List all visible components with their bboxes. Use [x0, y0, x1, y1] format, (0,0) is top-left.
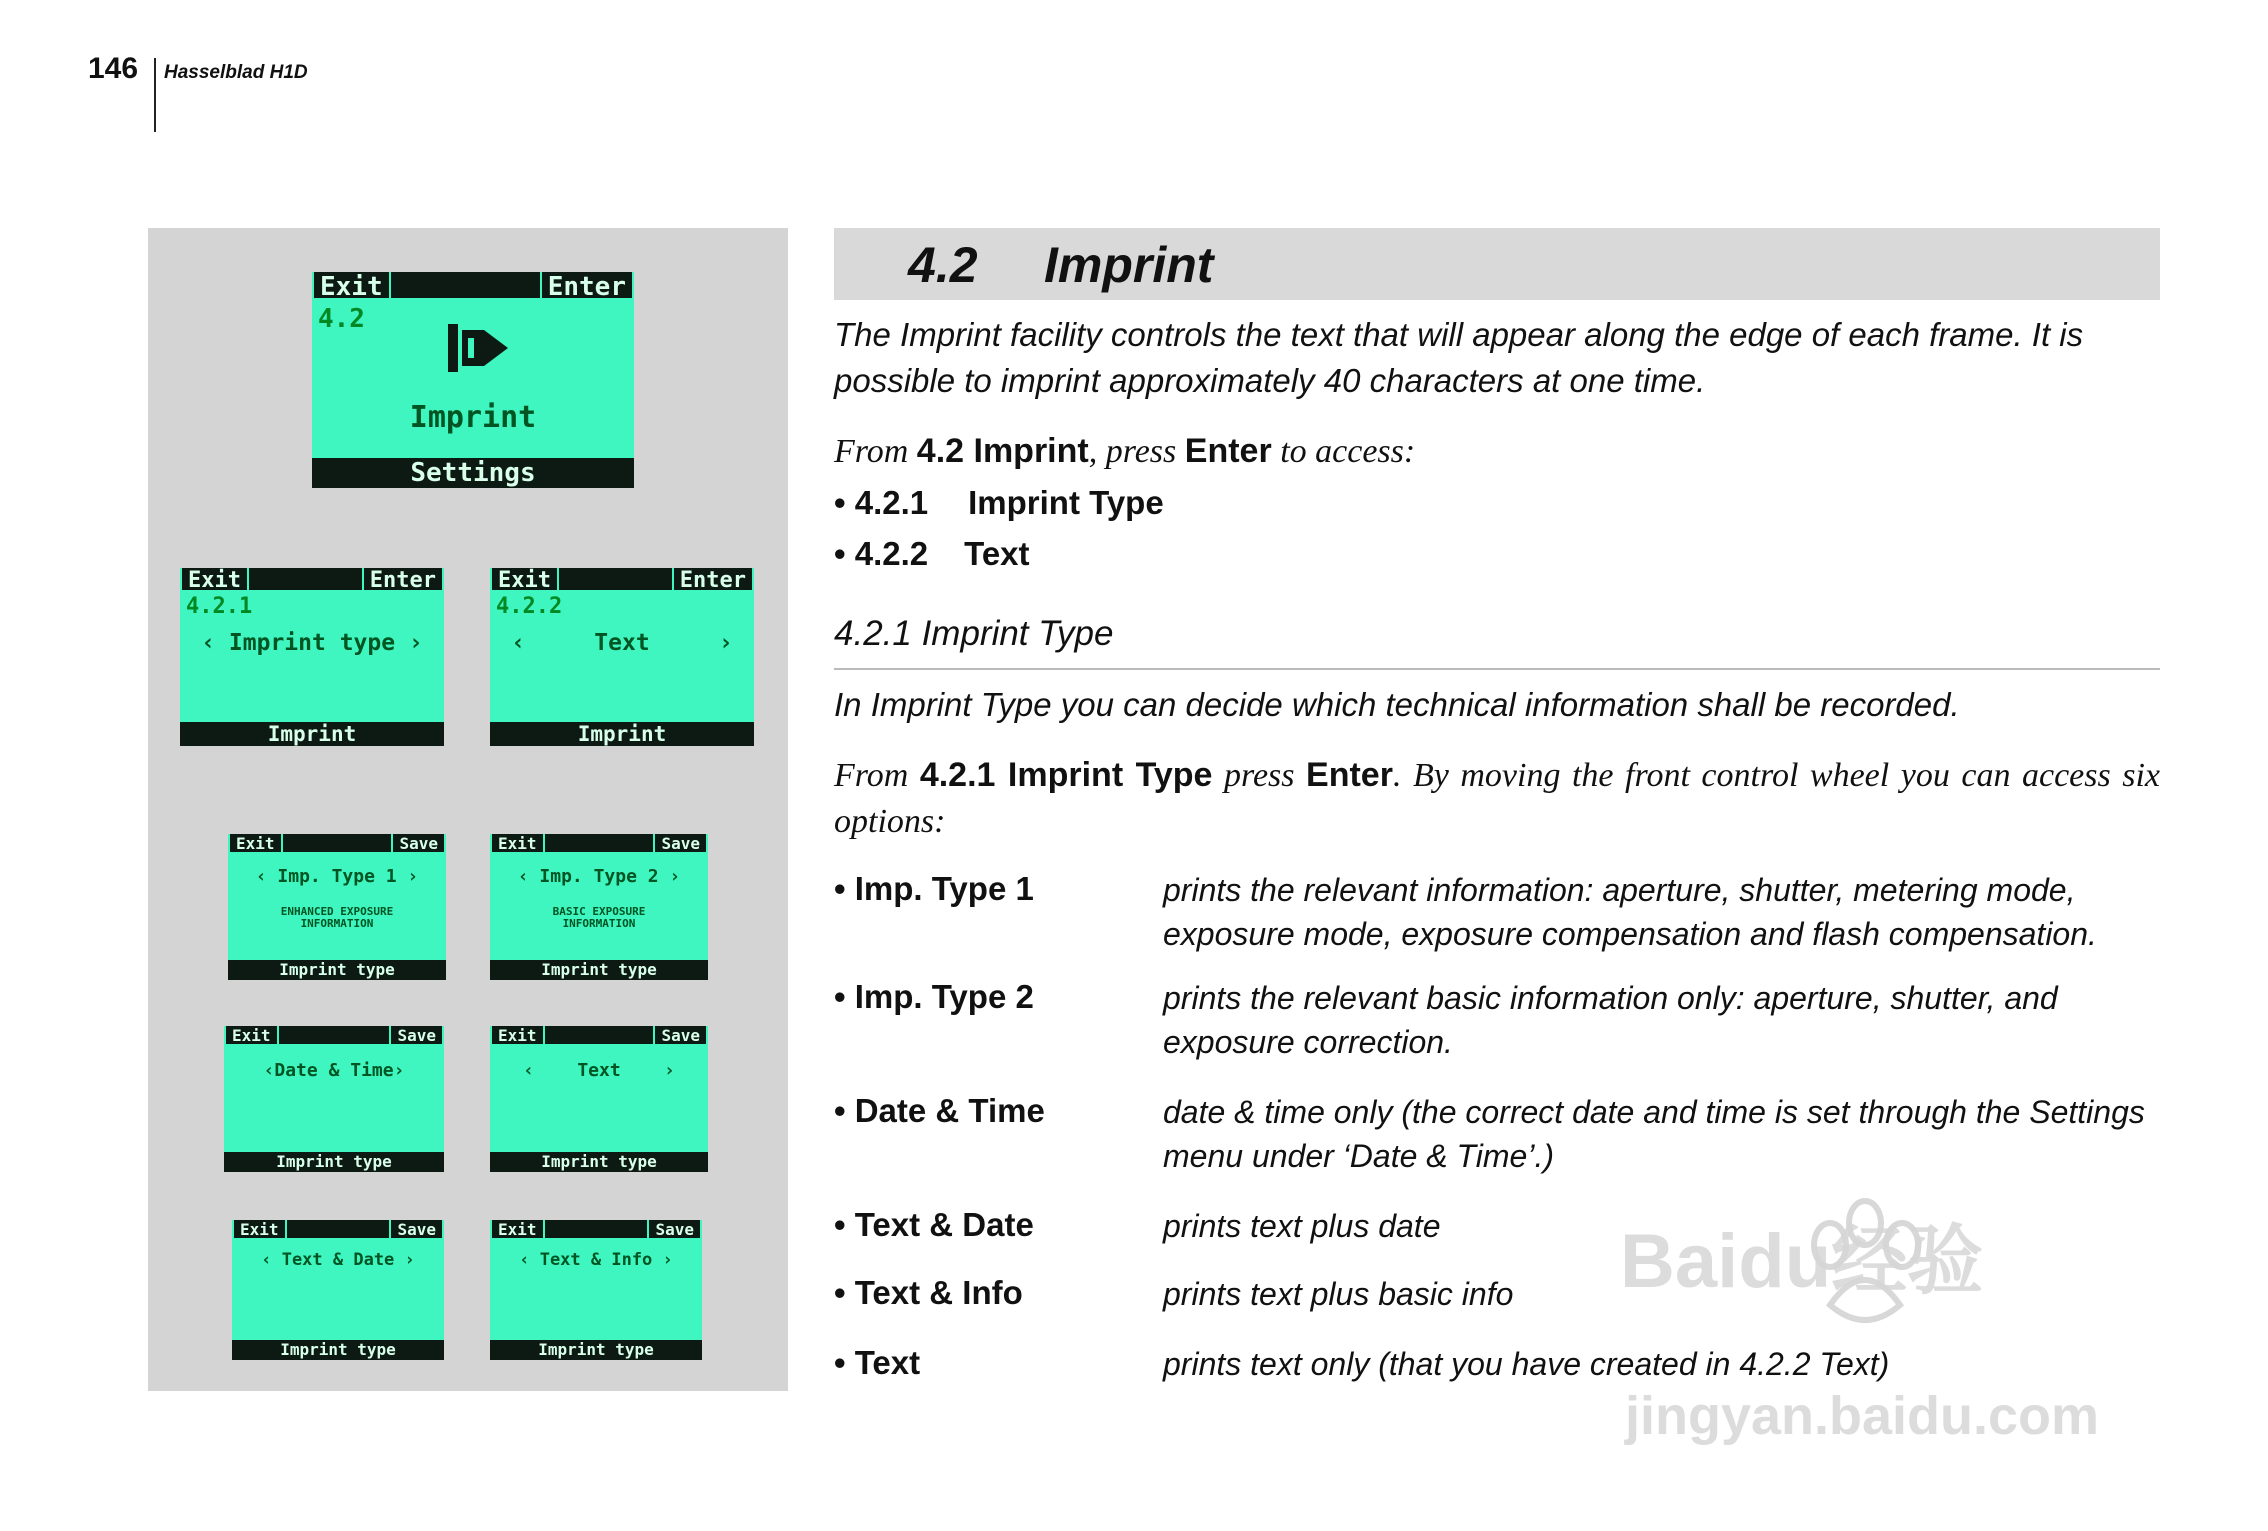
bullet-text: • 4.2.2 Text: [834, 535, 1030, 572]
lcd-save-label: Save: [653, 834, 708, 854]
lcd-save-label: Save: [647, 1220, 702, 1240]
lcd-exit-label: Exit: [490, 834, 545, 854]
option-desc-imp-type-2: prints the relevant basic information only: aperture, shutter, and exposure correction.: [1163, 980, 2058, 1060]
option-desc-text-info: prints text plus basic info: [1163, 1276, 1514, 1312]
lcd-imprint-type-screen: [180, 568, 444, 746]
lcd-option-label: ‹Date & Time›: [263, 1060, 405, 1081]
option-desc-text: prints text only (that you have created in 4.2.2 Text): [1163, 1346, 1890, 1382]
lcd-footer-label: Imprint type: [490, 1340, 702, 1360]
option-term-text-info: • Text & Info: [834, 1274, 1023, 1311]
lcd-menu-number: 4.2.2: [496, 594, 563, 619]
lcd-save-label: Save: [653, 1026, 708, 1046]
subsection-heading: 4.2.1 Imprint Type: [834, 614, 1114, 653]
option-term-imp-type-2: • Imp. Type 2: [834, 978, 1034, 1015]
lcd-exit-label: Exit: [224, 1026, 279, 1046]
lcd-option-label: ‹ Text ›: [511, 630, 733, 656]
subsection-intro: In Imprint Type you can decide which technical information shall be recorded.: [834, 686, 1960, 723]
section-number: 4.2: [908, 237, 978, 293]
lcd-option-label: ‹ Text & Info ›: [519, 1250, 673, 1270]
watermark-url: jingyan.baidu.com: [1625, 1386, 2100, 1446]
option-term-text-date: • Text & Date: [834, 1206, 1034, 1243]
running-title: Hasselblad H1D: [164, 62, 308, 83]
option-desc-imp-type-1: prints the relevant information: aperture, shutter, metering mode, exposure mode, exposure compensation and flash compensation.: [1163, 872, 2097, 952]
lcd-footer-label: Imprint type: [490, 960, 708, 980]
lcd-footer-label: Imprint type: [490, 1152, 708, 1172]
lcd-menu-number: 4.2: [318, 304, 365, 334]
lcd-footer-label: Imprint type: [232, 1340, 444, 1360]
watermark-logo-text: Baidu经验: [1620, 1219, 1984, 1304]
section-title-bar: [834, 228, 2160, 300]
lcd-exit-label: Exit: [232, 1220, 287, 1240]
lcd-option-sub: ENHANCED EXPOSURE INFORMATION: [280, 905, 394, 930]
lcd-menu-number: 4.2.1: [186, 594, 253, 619]
subsection-rule: [834, 668, 2160, 670]
lcd-option-text-info: [490, 1220, 702, 1360]
lcd-enter-label: Enter: [362, 568, 444, 592]
intro-paragraph: The Imprint facility controls the text that will appear along the edge of each frame. It is possible to imprint approximately 40 characters at one time.: [834, 316, 2084, 399]
option-term-text: • Text: [834, 1344, 921, 1381]
section-title: Imprint: [1044, 237, 1214, 293]
lcd-option-text: [490, 1026, 708, 1172]
option-desc-text-date: prints text plus date: [1163, 1208, 1441, 1244]
lcd-save-label: Save: [391, 834, 446, 854]
lcd-exit-label: Exit: [490, 1220, 545, 1240]
option-term-imp-type-1: • Imp. Type 1: [834, 870, 1034, 907]
imprint-icon: [444, 318, 514, 378]
lcd-footer-label: Imprint: [490, 722, 754, 746]
lcd-exit-label: Exit: [490, 568, 559, 592]
lcd-option-label: ‹ Imp. Type 1 ›: [255, 866, 419, 887]
page-number: 146: [88, 52, 139, 85]
lcd-save-label: Save: [389, 1026, 444, 1046]
header-divider: [154, 58, 156, 132]
lcd-option-label: ‹ Imprint type ›: [201, 630, 423, 656]
lcd-footer-label: Imprint type: [228, 960, 446, 980]
lcd-exit-label: Exit: [228, 834, 283, 854]
lcd-footer-label: Imprint: [180, 722, 444, 746]
lcd-option-text-date: [232, 1220, 444, 1360]
option-desc-date-time: date & time only (the correct date and time is set through the Settings menu under ‘Date & Time’.): [1163, 1094, 2145, 1174]
lcd-option-sub: BASIC EXPOSURE INFORMATION: [552, 905, 646, 930]
bullet-imprint-type: • 4.2.1 Imprint Type: [834, 484, 1164, 521]
lcd-option-date-time: [224, 1026, 444, 1172]
lcd-exit-label: Exit: [490, 1026, 545, 1046]
lcd-footer-label: Imprint type: [224, 1152, 444, 1172]
option-term-date-time: • Date & Time: [834, 1092, 1045, 1129]
lcd-enter-label: Enter: [672, 568, 754, 592]
lcd-main-label: Imprint: [409, 400, 537, 435]
lcd-option-label: ‹ Text & Date ›: [261, 1250, 415, 1270]
lcd-option-imp-type-1: [228, 834, 446, 980]
from-imprint-type-instruction: From 4.2.1 Imprint Type press Enter. By moving the front control wheel you can access six options:: [834, 756, 2161, 840]
lcd-footer-label: Settings: [312, 458, 634, 488]
lcd-enter-label: Enter: [540, 272, 634, 300]
lcd-option-label: ‹ Text ›: [523, 1060, 675, 1081]
lcd-illustration-panel: [148, 228, 788, 1391]
from-imprint-instruction: From 4.2 Imprint, press Enter to access:: [834, 432, 1416, 470]
lcd-main-screen: [312, 272, 634, 488]
lcd-option-imp-type-2: [490, 834, 708, 980]
lcd-exit-label: Exit: [312, 272, 391, 300]
lcd-exit-label: Exit: [180, 568, 249, 592]
lcd-text-screen: [490, 568, 754, 746]
lcd-save-label: Save: [389, 1220, 444, 1240]
lcd-option-label: ‹ Imp. Type 2 ›: [517, 866, 681, 887]
